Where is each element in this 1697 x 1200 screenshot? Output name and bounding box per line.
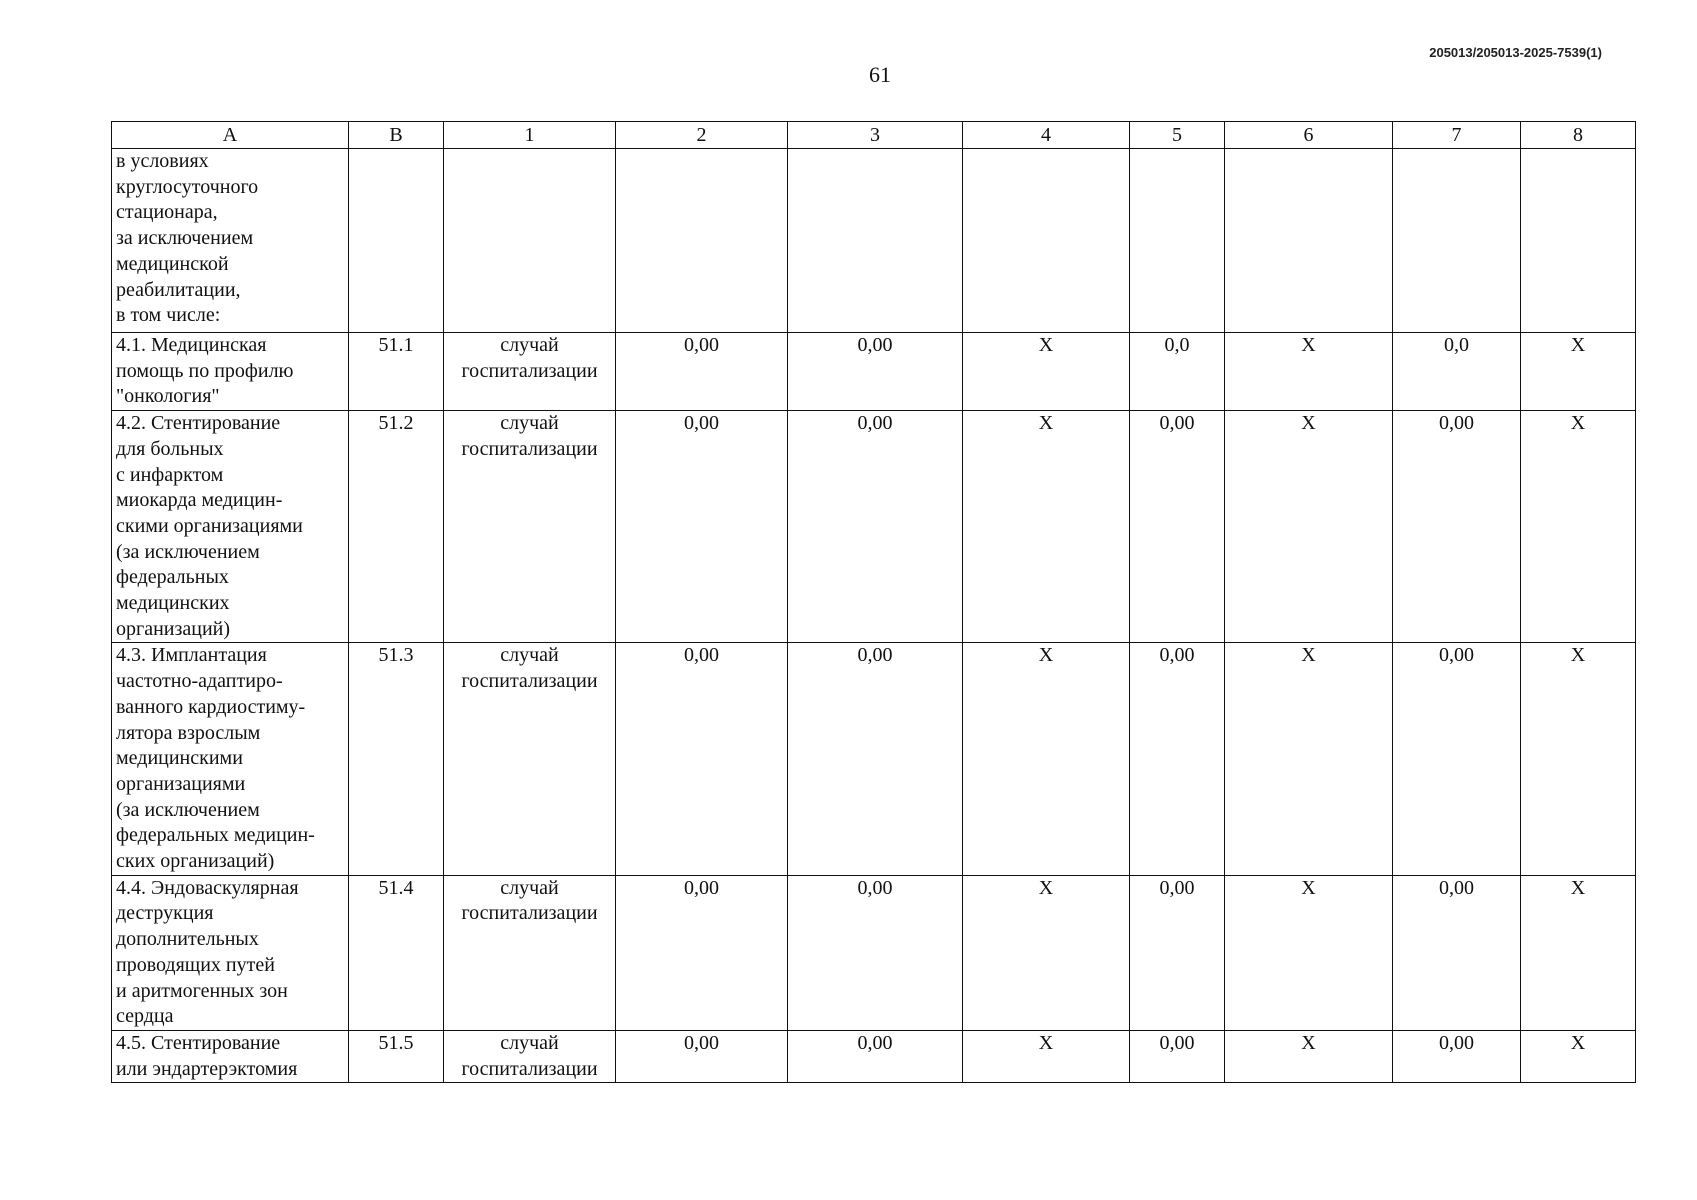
text-line: случай xyxy=(500,1031,559,1054)
cell-col-7: 0,0 xyxy=(1393,333,1521,411)
row-code: 51.3 xyxy=(349,643,444,875)
column-header-6: 6 xyxy=(1225,122,1393,149)
column-header-7: 7 xyxy=(1393,122,1521,149)
row-description xyxy=(112,643,349,875)
unit-cell xyxy=(444,643,616,875)
text-line: частотно-адаптиро- xyxy=(116,670,283,693)
text-line: (за исключением xyxy=(116,798,260,821)
text-line: для больных xyxy=(116,437,224,460)
cell-col-7: 0,00 xyxy=(1393,1030,1521,1082)
text-line: проводящих путей xyxy=(116,953,275,976)
text-line: ских организаций) xyxy=(116,850,275,873)
cell-col-3: 0,00 xyxy=(788,1030,963,1082)
text-line: с инфарктом xyxy=(116,463,224,486)
table-row xyxy=(112,333,1636,411)
document-id: 205013/205013-2025-7539(1) xyxy=(1429,45,1602,60)
text-line: за исключением xyxy=(116,227,254,250)
cell-col-2: 0,00 xyxy=(616,333,788,411)
cell-col-4 xyxy=(963,149,1130,333)
cell-col-6: Х xyxy=(1225,411,1393,643)
text-line: организациями xyxy=(116,772,246,795)
cell-col-4: Х xyxy=(963,411,1130,643)
column-header-1: 1 xyxy=(444,122,616,149)
cell-col-5: 0,00 xyxy=(1130,1030,1225,1082)
text-line: круглосуточного xyxy=(116,175,259,198)
cell-col-6: Х xyxy=(1225,1030,1393,1082)
cell-col-2 xyxy=(616,149,788,333)
cell-col-8 xyxy=(1521,149,1636,333)
table-row xyxy=(112,643,1636,875)
unit-cell xyxy=(444,411,616,643)
cell-col-6: Х xyxy=(1225,643,1393,875)
text-line: 4.2. Стентирование xyxy=(116,412,281,435)
text-line: федеральных xyxy=(116,566,229,589)
text-line: организаций) xyxy=(116,617,231,640)
text-line: лятора взрослым xyxy=(116,721,261,744)
unit-cell xyxy=(444,149,616,333)
text-line: в условиях xyxy=(116,150,209,172)
column-header-b: B xyxy=(349,122,444,149)
unit-cell xyxy=(444,333,616,411)
cell-col-6: Х xyxy=(1225,875,1393,1030)
cell-col-5: 0,00 xyxy=(1130,643,1225,875)
text-line: 4.1. Медицинская xyxy=(116,334,267,356)
text-line: случай xyxy=(500,876,559,899)
cell-col-5: 0,00 xyxy=(1130,875,1225,1030)
text-line: реабилитации, xyxy=(116,278,241,301)
text-line: госпитализации xyxy=(461,437,598,460)
cell-col-2: 0,00 xyxy=(616,643,788,875)
text-line: 4.5. Стентирование xyxy=(116,1031,281,1054)
page-number: 61 xyxy=(869,62,891,87)
column-header-4: 4 xyxy=(963,122,1130,149)
row-description xyxy=(112,875,349,1030)
text-line: госпитализации xyxy=(461,1057,598,1080)
text-line: сердца xyxy=(116,1005,174,1028)
cell-col-2: 0,00 xyxy=(616,1030,788,1082)
cell-col-5: 0,0 xyxy=(1130,333,1225,411)
column-header-3: 3 xyxy=(788,122,963,149)
text-line: (за исключением xyxy=(116,540,260,563)
text-line: и аритмогенных зон xyxy=(116,979,288,1002)
text-line: госпитализации xyxy=(461,670,598,693)
text-line: стационара, xyxy=(116,201,218,224)
text-line: 4.4. Эндоваскулярная xyxy=(116,876,299,899)
text-line: 4.3. Имплантация xyxy=(116,644,267,667)
text-line: миокарда медицин- xyxy=(116,489,283,512)
column-header-8: 8 xyxy=(1521,122,1636,149)
cell-col-3: 0,00 xyxy=(788,333,963,411)
text-line: деструкция xyxy=(116,902,214,925)
text-line: медицинской xyxy=(116,252,229,275)
cell-col-7: 0,00 xyxy=(1393,643,1521,875)
row-code: 51.1 xyxy=(349,333,444,411)
row-description xyxy=(112,333,349,411)
text-line: случай xyxy=(500,334,559,356)
text-line: медицинских xyxy=(116,592,230,615)
column-header-5: 5 xyxy=(1130,122,1225,149)
data-table xyxy=(111,121,1636,1083)
cell-col-7: 0,00 xyxy=(1393,875,1521,1030)
text-line: госпитализации xyxy=(461,902,598,925)
text-line: в том числе: xyxy=(116,304,221,327)
cell-col-8: Х xyxy=(1521,875,1636,1030)
cell-col-8: Х xyxy=(1521,411,1636,643)
column-header-a: A xyxy=(112,122,349,149)
table-row xyxy=(112,1030,1636,1082)
unit-cell xyxy=(444,875,616,1030)
cell-col-5: 0,00 xyxy=(1130,411,1225,643)
column-header-2: 2 xyxy=(616,122,788,149)
cell-col-3: 0,00 xyxy=(788,643,963,875)
cell-col-6: Х xyxy=(1225,333,1393,411)
text-line: "онкология" xyxy=(116,385,220,408)
text-line: случай xyxy=(500,412,559,435)
cell-col-7: 0,00 xyxy=(1393,411,1521,643)
row-code: 51.5 xyxy=(349,1030,444,1082)
cell-col-8: Х xyxy=(1521,1030,1636,1082)
table-row xyxy=(112,149,1636,333)
text-line: ванного кардиостиму- xyxy=(116,695,306,718)
text-line: случай xyxy=(500,644,559,667)
text-line: дополнительных xyxy=(116,928,259,951)
cell-col-8: Х xyxy=(1521,333,1636,411)
row-description xyxy=(112,149,349,333)
cell-col-4: Х xyxy=(963,875,1130,1030)
text-line: медицинскими xyxy=(116,747,243,770)
text-line: помощь по профилю xyxy=(116,359,294,382)
text-line: госпитализации xyxy=(461,359,598,382)
unit-cell xyxy=(444,1030,616,1082)
text-line: федеральных медицин- xyxy=(116,824,315,847)
cell-col-7 xyxy=(1393,149,1521,333)
cell-col-3: 0,00 xyxy=(788,875,963,1030)
row-description xyxy=(112,411,349,643)
table-row xyxy=(112,411,1636,643)
cell-col-4: Х xyxy=(963,1030,1130,1082)
header-row xyxy=(112,122,1636,149)
cell-col-2: 0,00 xyxy=(616,411,788,643)
cell-col-8: Х xyxy=(1521,643,1636,875)
row-description xyxy=(112,1030,349,1082)
cell-col-3: 0,00 xyxy=(788,411,963,643)
table-row xyxy=(112,875,1636,1030)
cell-col-3 xyxy=(788,149,963,333)
cell-col-4: Х xyxy=(963,333,1130,411)
cell-col-4: Х xyxy=(963,643,1130,875)
text-line: скими организациями xyxy=(116,514,303,537)
row-code: 51.2 xyxy=(349,411,444,643)
cell-col-6 xyxy=(1225,149,1393,333)
cell-col-2: 0,00 xyxy=(616,875,788,1030)
row-code: 51.4 xyxy=(349,875,444,1030)
text-line: или эндартерэктомия xyxy=(116,1057,298,1080)
row-code xyxy=(349,149,444,333)
cell-col-5 xyxy=(1130,149,1225,333)
